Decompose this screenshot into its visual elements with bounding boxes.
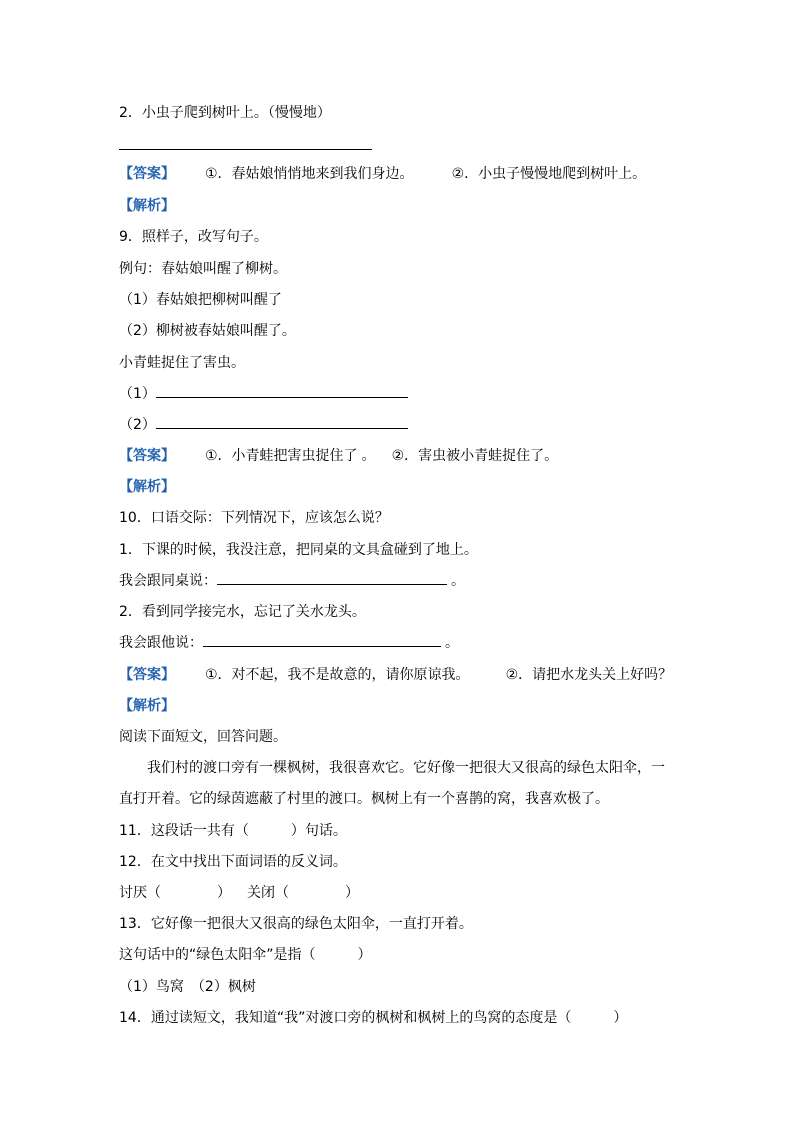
q10-blank-2[interactable] (203, 634, 441, 647)
q13-title: 13．它好像一把很大又很高的绿色太阳伞，一直打开着。 (119, 916, 473, 932)
analysis-tag: 【解析】 (119, 198, 175, 214)
q10-prompt-2-row (119, 633, 459, 653)
analysis-tag: 【解析】 (119, 479, 175, 495)
q10-situation-2: 2．看到同学接完水，忘记了关水龙头。 (119, 604, 366, 620)
q10-answer-row (119, 665, 672, 685)
q8-item-2: 2．小虫子爬到树叶上。（慢慢地） (119, 105, 331, 121)
answer-tag: 【答案】 (119, 448, 175, 464)
q9-example-2: （2）柳树被春姑娘叫醒了 (119, 323, 282, 339)
q9-example-2-period: 。 (281, 323, 296, 339)
reading-intro: 阅读下面短文，回答问题。 (119, 729, 287, 745)
q10-answer-2: ②．请把水龙头关上好吗？ (505, 667, 673, 683)
q10-situation-1: 1．下课的时候，我没注意，把同桌的文具盒碰到了地上。 (119, 542, 478, 558)
q8-answer-2: ②．小虫子慢慢地爬到树叶上。 (451, 166, 647, 182)
q9-title: 9．照样子，改写句子。 (119, 229, 268, 245)
q8-answer-1: ①．春姑娘悄悄地来到我们身边。 (205, 166, 414, 182)
q10-prompt-2-period: 。 (445, 635, 459, 651)
q9-answer-1-period: 。 (361, 448, 376, 464)
q9-blank-2-label: （2） (119, 417, 156, 433)
reading-paragraph-line-1: 我们村的渡口旁有一棵枫树，我很喜欢它。它好像一把很大又很高的绿色太阳伞，一 (147, 760, 665, 776)
q9-answer-1: ①．小青蛙把害虫捉住了 (205, 448, 358, 464)
q13-question: 这句话中的“绿色太阳伞”是指（ ） (119, 947, 372, 963)
q11: 11．这段话一共有（ ）句话。 (119, 823, 347, 839)
q9-blank-2-row (119, 415, 408, 435)
q9-example-2-row (119, 321, 296, 341)
q9-example-1: （1）春姑娘把柳树叫醒了 (119, 292, 282, 308)
q14: 14．通过读短文，我知道“我”对渡口旁的枫树和枫树上的鸟窝的态度是（ ） (119, 1010, 628, 1026)
reading-paragraph-line-2: 直打开着。它的绿茵遮蔽了村里的渡口。枫树上有一个喜鹊的窝，我喜欢极了。 (119, 791, 609, 807)
q9-blank-2[interactable] (156, 416, 408, 429)
q9-answer-row (119, 446, 558, 466)
q10-prompt-1-row (119, 571, 465, 591)
q8-answer-blank[interactable] (119, 134, 372, 150)
q12-word-1: 讨厌（ ） (119, 885, 231, 901)
q10-answer-1: ①．对不起，我不是故意的，请你原谅我。 (205, 667, 470, 683)
answer-tag: 【答案】 (119, 166, 175, 182)
q12-title: 12．在文中找出下面词语的反义词。 (119, 854, 347, 870)
q10-prompt-1: 我会跟同桌说： (119, 573, 217, 589)
q12-words-row (119, 883, 359, 903)
q8-answer-row (119, 164, 646, 184)
q9-sentence: 小青蛙捉住了害虫。 (119, 355, 245, 371)
q13-options: （1）鸟窝 （2）枫树 (119, 979, 256, 995)
q10-title: 10．口语交际：下列情况下，应该怎么说？ (119, 510, 389, 526)
q10-blank-1[interactable] (217, 572, 447, 585)
q9-blank-1-label: （1） (119, 386, 156, 402)
q9-blank-1-row (119, 384, 408, 404)
q9-answer-2: ②．害虫被小青蛙捉住了。 (391, 448, 559, 464)
analysis-tag: 【解析】 (119, 698, 175, 714)
q9-example: 例句：春姑娘叫醒了柳树。 (119, 261, 287, 277)
answer-tag: 【答案】 (119, 667, 175, 683)
q9-blank-1[interactable] (156, 385, 408, 398)
q12-word-2: 关闭（ ） (247, 885, 359, 901)
q10-prompt-1-period: 。 (451, 573, 465, 589)
q10-prompt-2: 我会跟他说： (119, 635, 203, 651)
